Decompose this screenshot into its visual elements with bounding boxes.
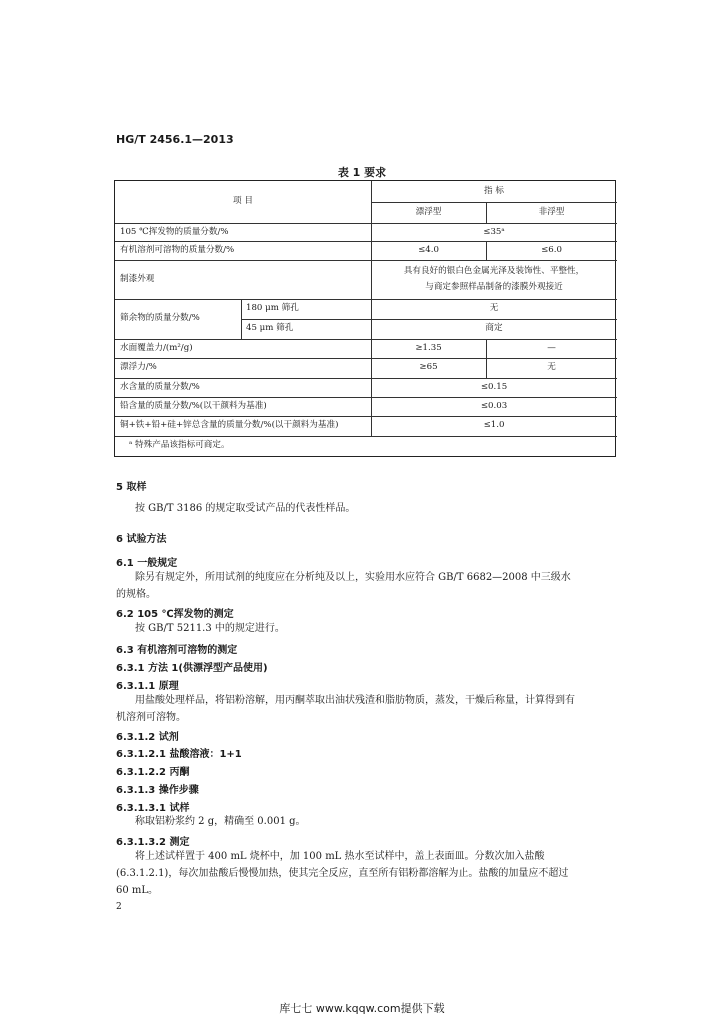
- section-6-2-text: 按 GB/T 5211.3 中的规定进行。: [135, 623, 285, 634]
- section-6-3-1-1-text-1: 用盐酸处理样品，将铝粉溶解，用丙酮萃取出油状残渣和脂肪物质，蒸发，干燥后称量，计算得到有: [135, 695, 575, 706]
- row-metals-value: ≤1.0: [483, 420, 505, 430]
- row-volatile-value: ≤35ᵃ: [483, 227, 505, 237]
- row-sieve-180: 180 μm 筛孔: [246, 303, 299, 313]
- row-volatile-item: 105 ℃挥发物的质量分数/%: [120, 227, 229, 237]
- col-header-nonfloating: 非浮型: [538, 207, 565, 217]
- section-6-3-1-3-2-title: 6.3.1.3.2 测定: [116, 837, 190, 848]
- section-6-2-title: 6.2 105 ℃挥发物的测定: [116, 609, 234, 620]
- row-sieve-45-value: 商定: [485, 323, 503, 333]
- row-lead-item: 铅含量的质量分数/%(以干颜料为基准): [120, 401, 267, 411]
- section-6-3-1-2-2: 6.3.1.2.2 丙酮: [116, 767, 190, 778]
- col-header-floating: 漂浮型: [415, 207, 442, 217]
- section-6-3-1-2-1: 6.3.1.2.1 盐酸溶液：1+1: [116, 749, 242, 760]
- row-metals-item: 铜+铁+铅+硅+锌总含量的质量分数/%(以干颜料为基准): [120, 420, 339, 430]
- section-6-3-1-1-title: 6.3.1.1 原理: [116, 681, 179, 692]
- section-6-1-text-2: 的规格。: [116, 589, 156, 600]
- row-sieve-180-value: 无: [489, 303, 499, 313]
- section-6-3-title: 6.3 有机溶剂可溶物的测定: [116, 645, 238, 656]
- row-lead-value: ≤0.03: [480, 401, 508, 411]
- row-water-item: 水含量的质量分数/%: [120, 382, 200, 392]
- row-soluble-floating: ≤4.0: [418, 245, 439, 255]
- row-appearance-value-2: 与商定参照样品制备的漆膜外观接近: [425, 282, 563, 292]
- section-6-3-1-3-2-text-1: 将上述试样置于 400 mL 烧杯中，加 100 mL 热水至试样中，盖上表面皿。分数次加入盐酸: [135, 851, 545, 862]
- requirements-table: [114, 180, 616, 457]
- col-header-indicator: 指 标: [484, 186, 504, 196]
- row-sieve-45: 45 μm 筛孔: [246, 323, 294, 333]
- section-6-3-1-3-1-title: 6.3.1.3.1 试样: [116, 803, 190, 814]
- section-6-3-1-3-2-text-2: (6.3.1.2.1)，每次加盐酸后慢慢加热，使其完全反应，直至所有铝粉都溶解为止。盐酸的加量应不超过: [116, 868, 569, 879]
- table-title: 表 1 要求: [337, 166, 387, 179]
- row-sieve-item: 筛余物的质量分数/%: [120, 313, 200, 323]
- row-leafing-floating: ≥65: [419, 362, 438, 372]
- row-leafing-nonfloating: 无: [547, 362, 556, 372]
- section-6-3-1-1-text-2: 机溶剂可溶物。: [116, 712, 186, 723]
- section-6-3-1-3-1-text: 称取铝粉浆约 2 g，精确至 0.001 g。: [135, 816, 306, 827]
- row-soluble-item: 有机溶剂可溶物的质量分数/%: [120, 245, 235, 255]
- col-header-item: 项 目: [233, 196, 253, 206]
- footer-text: 库七七 www.kqqw.com提供下载: [279, 1002, 445, 1015]
- table-footnote: ᵃ 特殊产品该指标可商定。: [129, 440, 230, 450]
- section-6-3-1-2-title: 6.3.1.2 试剂: [116, 732, 179, 743]
- row-soluble-nonfloating: ≤6.0: [541, 245, 562, 255]
- document-code: HG/T 2456.1—2013: [116, 133, 234, 146]
- row-appearance-item: 制漆外观: [120, 274, 155, 284]
- section-6-1-text-1: 除另有规定外，所用试剂的纯度应在分析纯及以上，实验用水应符合 GB/T 6682—2008 中三级水: [135, 572, 571, 583]
- section-6-3-1-title: 6.3.1 方法 1(供漂浮型产品使用): [116, 663, 268, 674]
- row-leafing-item: 漂浮力/%: [120, 362, 157, 372]
- row-appearance-value-1: 具有良好的银白色金属光泽及装饰性、平整性，: [403, 266, 585, 276]
- section-5-title: 5 取样: [116, 482, 147, 493]
- section-6-3-1-3-2-text-3: 60 mL。: [116, 885, 159, 896]
- section-6-3-1-3-title: 6.3.1.3 操作步骤: [116, 785, 199, 796]
- row-coverage-floating: ≥1.35: [415, 343, 442, 353]
- row-coverage-item: 水面覆盖力/(m²/g): [120, 343, 193, 353]
- section-5-text: 按 GB/T 3186 的规定取受试产品的代表性样品。: [135, 503, 356, 514]
- section-6-1-title: 6.1 一般规定: [116, 558, 178, 569]
- row-coverage-nonfloating: —: [547, 343, 556, 353]
- page-number: 2: [116, 902, 122, 912]
- row-water-value: ≤0.15: [480, 382, 508, 392]
- section-6-title: 6 试验方法: [116, 534, 167, 545]
